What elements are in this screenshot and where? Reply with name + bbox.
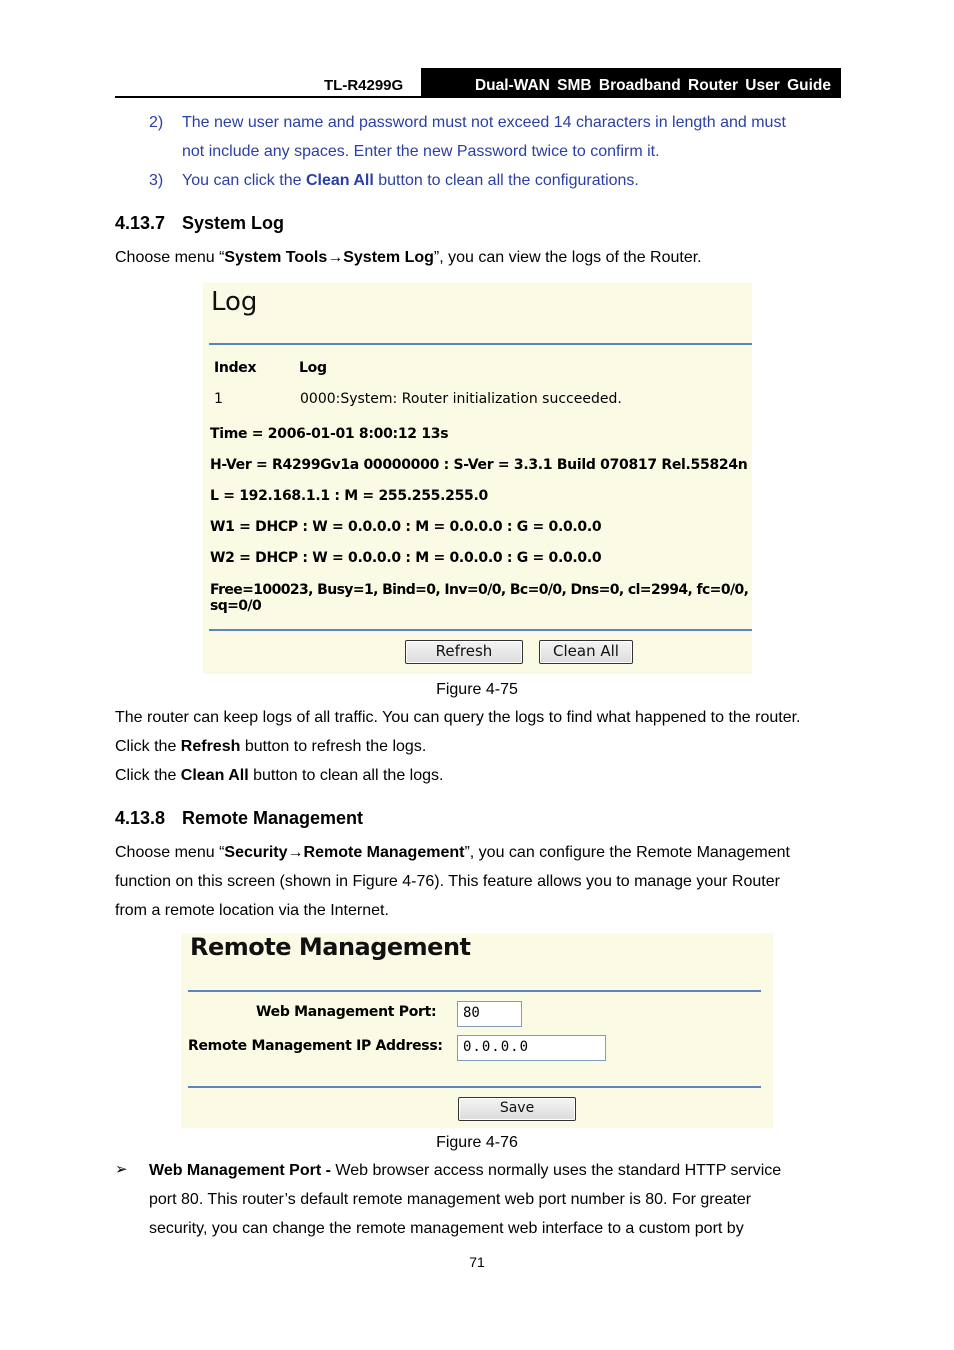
note-2 (115, 108, 839, 166)
web-port-bullet (149, 1156, 831, 1243)
note-bold: Clean All (305, 172, 374, 189)
text: ”, you can configure the Remote Management (464, 844, 790, 861)
bold-term: Refresh (180, 738, 241, 755)
system-log-intro (115, 243, 839, 272)
bold-term: Clean All (180, 767, 249, 784)
refresh-button[interactable]: Refresh (405, 640, 523, 664)
note-number: 3) (149, 172, 164, 189)
log-row-message: 0000:System: Router initialization succeeded. (300, 391, 622, 407)
menu-path: Security→Remote Management (224, 844, 465, 861)
panel-divider (209, 629, 752, 631)
text: Choose menu “ (115, 844, 225, 861)
text: Click the (115, 767, 181, 784)
paragraph-line: port 80. This router’s default remote management web port number is 80. For greater (149, 1191, 752, 1208)
text: Click the (115, 738, 181, 755)
log-info-resources: Free=100023, Busy=1, Bind=0, Inv=0/0, Bc=0/0, Dns=0, cl=2994, fc=0/0, sq=0/0 (210, 582, 749, 614)
paragraph-line: security, you can change the remote management web interface to a custom port by (149, 1220, 744, 1237)
text: Web browser access normally uses the standard HTTP service (330, 1162, 782, 1179)
note-number: 2) (149, 114, 164, 131)
figure-caption: Figure 4-75 (436, 681, 518, 698)
note-3 (115, 166, 839, 195)
paragraph-line: function on this screen (shown in Figure 4-76). This feature allows you to manage your Router (115, 873, 780, 890)
intro-text: ”, you can view the logs of the Router. (433, 249, 702, 266)
log-column-log: Log (299, 360, 327, 376)
note-line: The new user name and password must not exceed 14 characters in length and must (182, 114, 786, 131)
log-info-wan2: W2 = DHCP : W = 0.0.0.0 : M = 0.0.0.0 : G = 0.0.0.0 (210, 550, 602, 566)
remote-ip-input[interactable]: 0.0.0.0 (457, 1035, 606, 1061)
paragraph-line (115, 761, 839, 790)
log-screenshot-panel (203, 283, 752, 674)
save-button[interactable]: Save (458, 1097, 576, 1121)
paragraph-line: The router can keep logs of all traffic. You can query the logs to find what happened to the router. (115, 709, 801, 726)
bullet-term: Web Management Port - (149, 1162, 331, 1179)
section-number: 4.13.7 (115, 213, 166, 233)
menu-path: System Tools→System Log (224, 249, 434, 266)
log-panel-title: Log (211, 287, 258, 317)
log-description (115, 703, 839, 790)
panel-divider (188, 1086, 761, 1088)
guide-title-text: Dual-WAN SMB Broadband Router User Guide (474, 77, 831, 94)
paragraph-line: from a remote location via the Internet. (115, 902, 389, 919)
document-guide-title (421, 68, 841, 98)
section-title: Remote Management (182, 808, 364, 828)
remote-panel-title: Remote Management (190, 933, 471, 961)
log-info-version: H-Ver = R4299Gv1a 00000000 : S-Ver = 3.3.1 Build 070817 Rel.55824n (210, 457, 748, 473)
log-info-wan1: W1 = DHCP : W = 0.0.0.0 : M = 0.0.0.0 : G = 0.0.0.0 (210, 519, 602, 535)
log-info-lan: L = 192.168.1.1 : M = 255.255.255.0 (210, 488, 488, 504)
web-port-label: Web Management Port: (256, 1004, 437, 1020)
note-text: You can click the (182, 172, 306, 189)
remote-ip-label: Remote Management IP Address: (188, 1038, 443, 1054)
figure-caption: Figure 4-76 (436, 1134, 518, 1151)
text: button to refresh the logs. (240, 738, 427, 755)
paragraph-line (115, 732, 839, 761)
section-number: 4.13.8 (115, 808, 166, 828)
section-title: System Log (182, 213, 285, 233)
document-model-name: TL-R4299G (324, 77, 404, 94)
header-rule (115, 96, 841, 98)
log-column-index: Index (214, 360, 257, 376)
clean-all-button[interactable]: Clean All (539, 640, 633, 664)
text: button to clean all the logs. (248, 767, 444, 784)
intro-text: Choose menu “ (115, 249, 225, 266)
remote-management-intro (115, 838, 839, 925)
note-text: button to clean all the configurations. (373, 172, 639, 189)
panel-divider (209, 343, 752, 345)
bullet-arrow-icon: ➢ (115, 1161, 128, 1178)
page-number: 71 (469, 1254, 485, 1270)
note-line: not include any spaces. Enter the new Password twice to confirm it. (182, 143, 660, 160)
web-port-input[interactable]: 80 (457, 1001, 522, 1027)
paragraph-line (149, 1156, 831, 1185)
panel-divider (188, 990, 761, 992)
log-info-time: Time = 2006-01-01 8:00:12 13s (210, 426, 449, 442)
paragraph-line (115, 838, 839, 867)
section-heading-system-log (115, 213, 284, 234)
log-row-index: 1 (214, 391, 223, 407)
remote-management-screenshot-panel (181, 933, 773, 1128)
section-heading-remote-management (115, 808, 363, 829)
